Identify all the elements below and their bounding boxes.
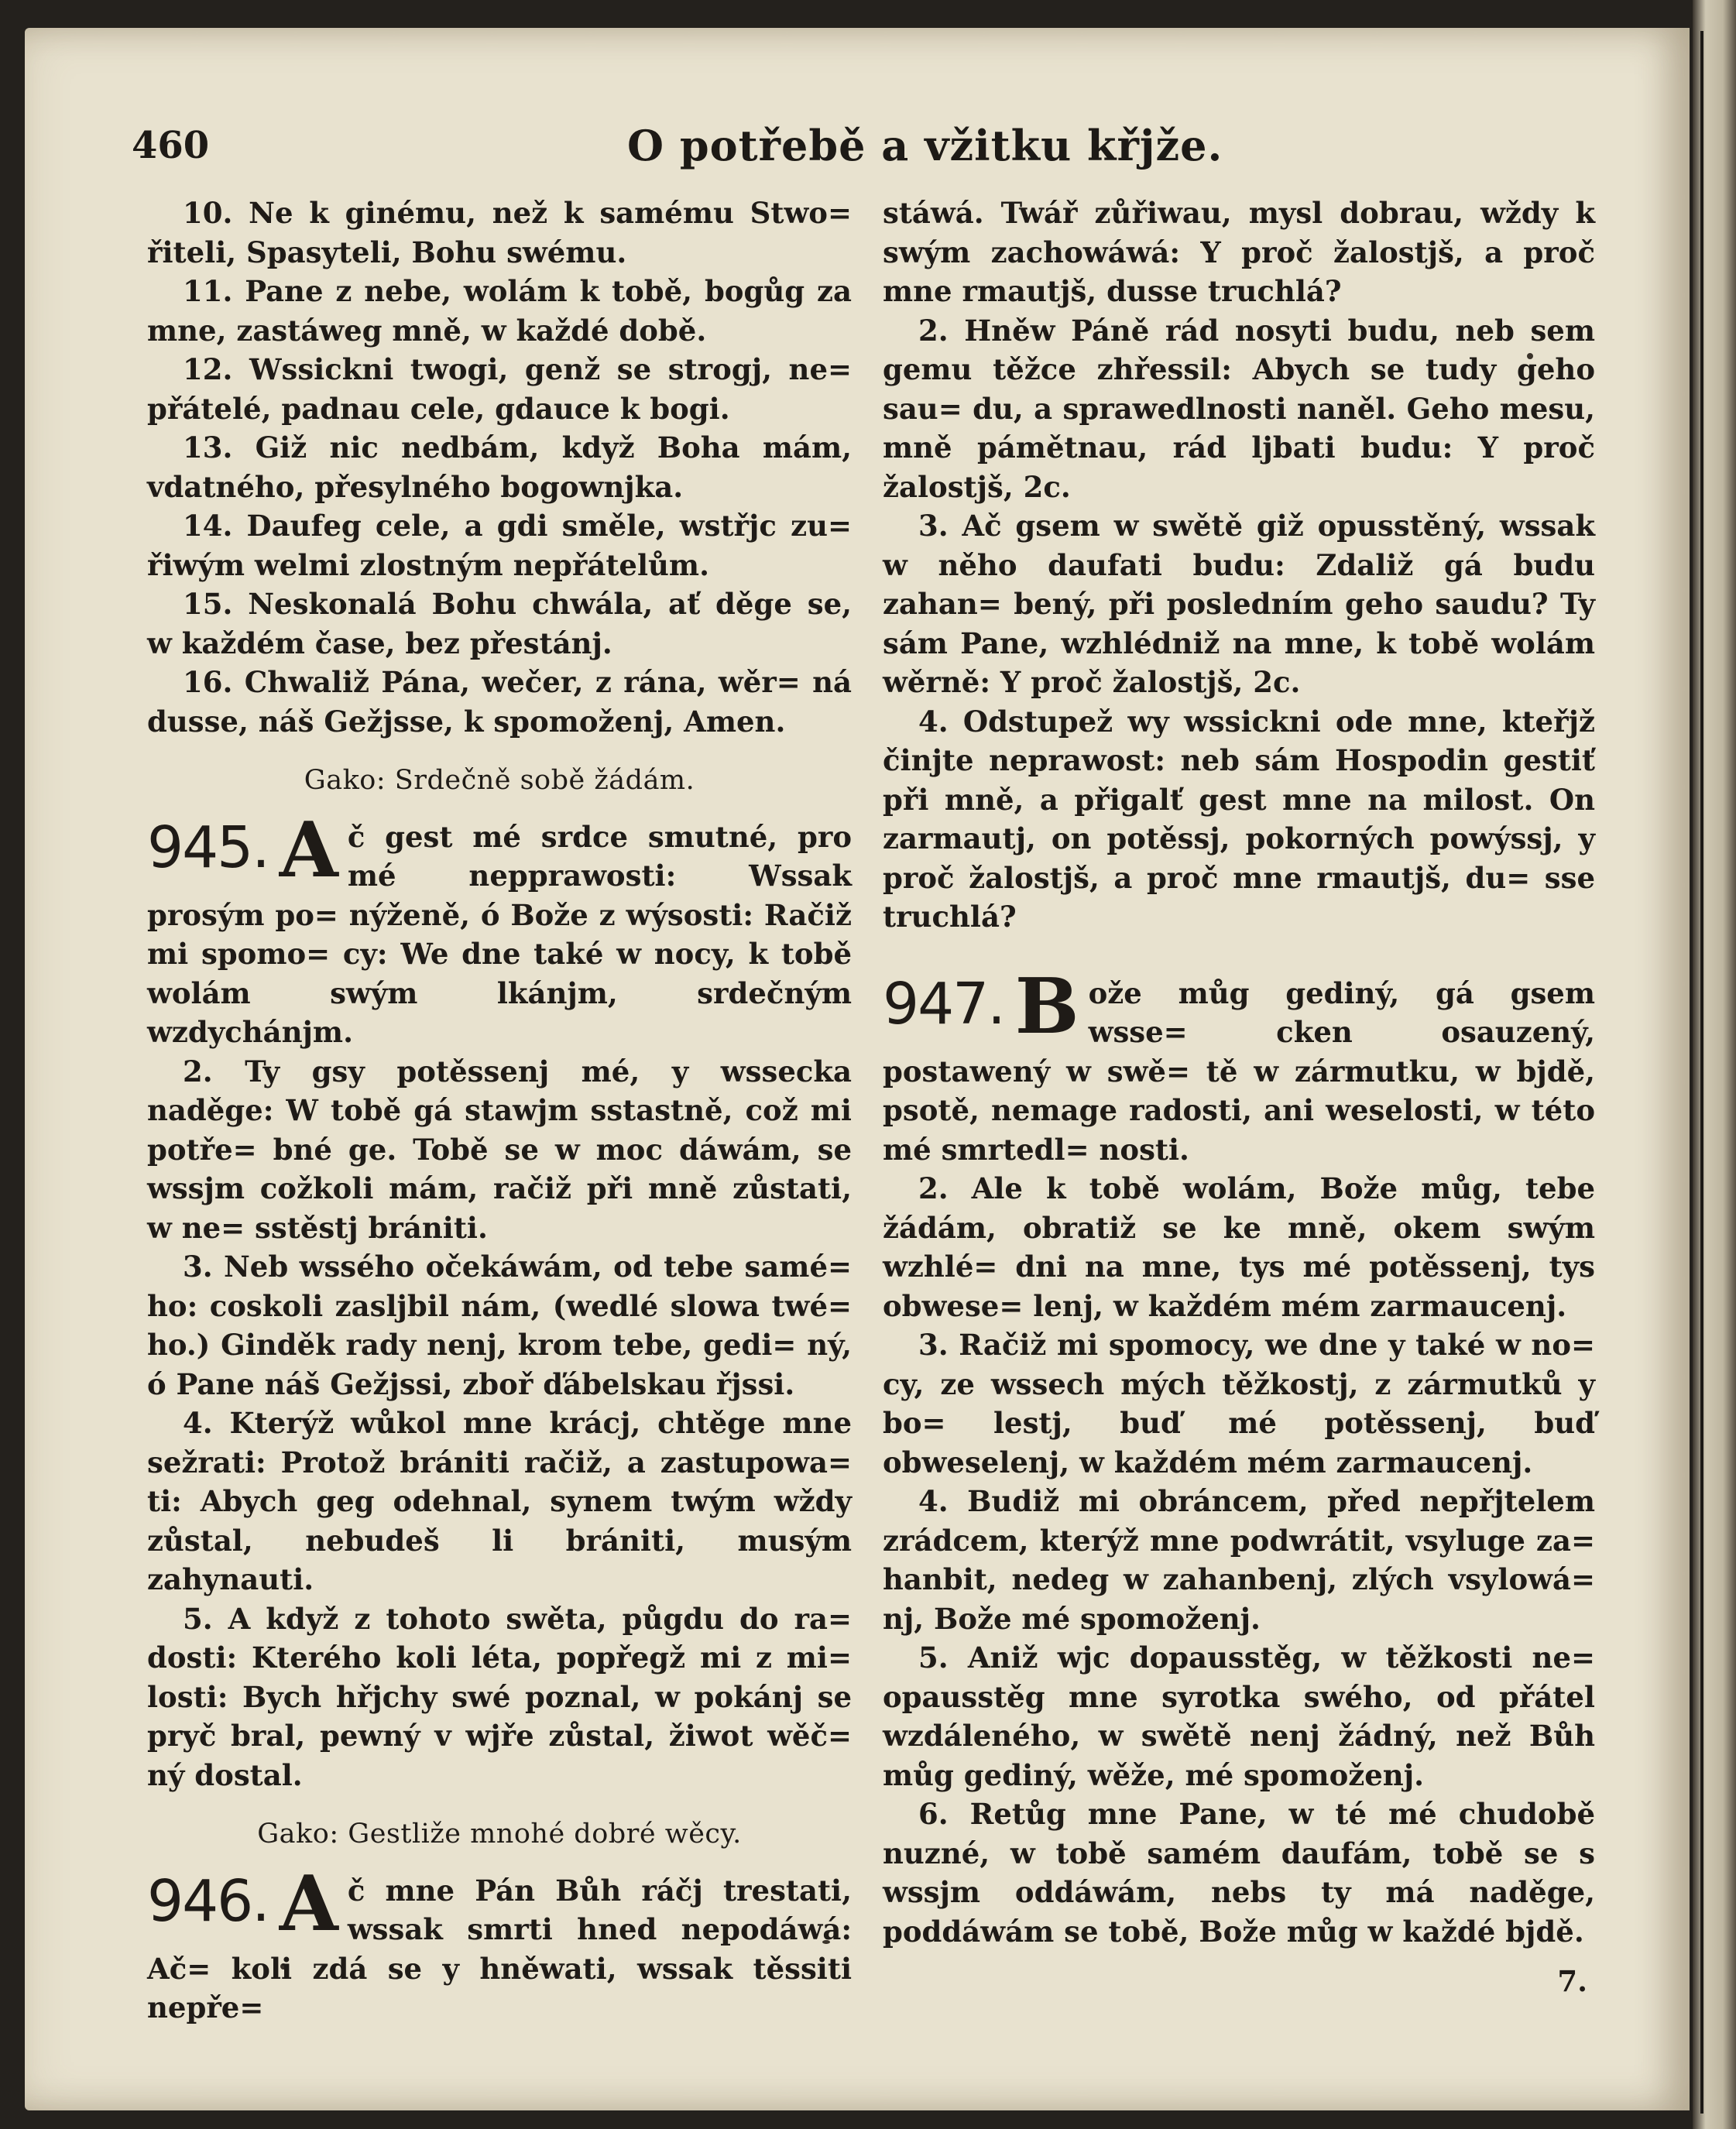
verse: 15. Neskonalá Bohu chwála, ať děge se, w každém čase, bez přestánj. bbox=[147, 587, 852, 660]
catchword: 7. bbox=[1557, 1964, 1587, 1998]
hymn-first-verse: ože můg gediný, gá gsem wsse= cken osauzený, postawený w swě= tě w zármutku, w bjdě, psotě, nemage radosti, ani weselosti, w této mé smrtedl= nosti. bbox=[883, 975, 1595, 1167]
verse: 2. Ty gsy potěssenj mé, y wssecka naděge: W tobě gá stawjm sstastně, což mi potře= bné ge. Tobě se w moc dáwám, se wssjm cožkoli mám, račiž při mně zůstati, w ne= sstěstj brániti. bbox=[147, 1054, 852, 1245]
verse: 11. Pane z nebe, wolám k tobě, bogůg za mne, zastáweg mně, w každé době. bbox=[147, 274, 852, 348]
verse: 16. Chwaliž Pána, wečer, z rána, wěr= ná dusse, náš Gežjsse, k spomoženj, Amen. bbox=[147, 665, 852, 739]
verse: 4. Budiž mi obráncem, před nepřjtelem zrádcem, kterýž mne podwrátit, vsyluge za= hanbit, nedeg w zahanbenj, zlých vsylowá= nj, Bože mé spomoženj. bbox=[883, 1484, 1595, 1636]
verse: 6. Retůg mne Pane, w té mé chudobě nuzné, w tobě samém daufám, tobě se s wssjm oddáwám, nebs ty má naděge, poddáwám se tobě, Bože můg w každé bjdě. bbox=[883, 1797, 1595, 1949]
verse-continuation: stáwá. Twář zůřiwau, mysl dobrau, wždy k swým zachowáwá: Y proč žalostjš, a proč mne rmautjš, dusse truchlá? bbox=[883, 196, 1595, 308]
verse: 5. A když z tohoto swěta, půgdu do ra= dosti: Kterého koli léta, popřegž mi z mi= losti: Bych hřjchy swé poznal, w pokánj se pryč bral, pewný v wjře zůstal, žiwot wěč= ný dostal. bbox=[147, 1601, 852, 1792]
hymn-number: 946. bbox=[147, 1867, 269, 1935]
verse: 2. Ale k tobě wolám, Bože můg, tebe žádám, obratiž se ke mně, okem swým wzhlé= dni na mne, tys mé potěssenj, tys obwese= lenj, w každém mém zarmaucenj. bbox=[883, 1171, 1595, 1323]
initial-letter: A bbox=[279, 805, 338, 895]
section-gap bbox=[883, 937, 1595, 971]
right-column bbox=[883, 194, 1595, 2001]
verse: 10. Ne k ginému, než k samému Stwo= řiteli, Spasyteli, Bohu swému. bbox=[147, 196, 852, 269]
left-column bbox=[147, 194, 852, 2028]
verse: 4. Kterýž wůkol mne krácj, chtěge mne sežrati: Protož brániti račiž, a zastupowa= ti: Abych geg odehnal, synem twým wždy zůstal, nebudeš li brániti, musým zahynauti. bbox=[147, 1406, 852, 1596]
hymn-first-verse: č mne Pán Bůh ráčj trestati, wssak smrti hned nepodáwá: Ač= koli zdá se y hněwati, wssak těssiti nepře= bbox=[147, 1873, 852, 2024]
hymn-number: 945. bbox=[147, 814, 269, 881]
initial-letter: B bbox=[1014, 962, 1079, 1051]
verse: 13. Giž nic nedbám, když Boha mám, vdatného, přesylného bogownjka. bbox=[147, 430, 852, 504]
melody-heading: Gako: Srdečně sobě žádám. bbox=[304, 765, 695, 796]
next-page-edge bbox=[1693, 0, 1736, 2129]
hymn-first-verse: č gest mé srdce smutné, pro mé nepprawosti: Wssak prosým po= nýženě, ó Bože z wýsosti: Račiž mi spomo= cy: We dne také w nocy, k tobě wolám swým lkánjm, srdečným wzdychánjm. bbox=[147, 819, 852, 1049]
verse: 5. Aniž wjc dopausstěg, w těžkosti ne= opausstěg mne syrotka swého, od přátel wzdáleného, w swětě nenj žádný, než Bůh můg gediný, wěže, mé spomoženj. bbox=[883, 1640, 1595, 1792]
verse: 4. Odstupež wy wssickni ode mne, kteřjž činjte neprawost: neb sám Hospodin gestiť při mně, a přigalť gest mne na milost. On zarmautj, on potěssj, pokorných powýssj, y proč žalostjš, a proč mne rmautjš, du= sse truchlá? bbox=[883, 704, 1595, 934]
page-header bbox=[132, 121, 1603, 178]
hymn-946 bbox=[147, 1859, 852, 2028]
verse: 3. Ač gsem w swětě giž opusstěný, wssak w něho daufati budu: Zdaliž gá budu zahan= bený, při posledním geho saudu? Ty sám Pane, wzhlédniž na mne, k tobě wolám wěrně: Y proč žalostjš, 2c. bbox=[883, 509, 1595, 699]
melody-heading: Gako: Gestliže mnohé dobré wěcy. bbox=[257, 1819, 742, 1850]
verse: 2. Hněw Páně rád nosyti budu, neb sem gemu těžce zhřessil: Abych se tudy geho sau= du, a sprawedlnosti naněl. Geho mesu, mně pámětnau, rád ljbati budu: Y proč žalostjš, 2c. bbox=[883, 313, 1595, 504]
hymn-945 bbox=[147, 805, 852, 1052]
verse: 14. Daufeg cele, a gdi směle, wstřjc zu= řiwým welmi zlostným nepřátelům. bbox=[147, 509, 852, 582]
initial-letter: A bbox=[279, 1859, 338, 1949]
hymn-number: 947. bbox=[883, 970, 1004, 1037]
hymn-947 bbox=[883, 962, 1595, 1170]
running-title: O potřebě a vžitku křjže. bbox=[627, 121, 1223, 170]
gutter-shadow bbox=[1700, 31, 1703, 2114]
page-number: 460 bbox=[132, 124, 210, 167]
verse: 3. Račiž mi spomocy, we dne y také w no= cy, ze wssech mých těžkostj, z zármutků y bo= lestj, buď mé potěssenj, buď obweselenj, w každém mém zarmaucenj. bbox=[883, 1328, 1595, 1479]
verse: 3. Neb wssého očekáwám, od tebe samé= ho: coskoli zasljbil nám, (wedlé slowa twé= ho.) Ginděk rady nenj, krom tebe, gedi= ný, ó Pane náš Gežjssi, zboř ďábelskau řjssi. bbox=[147, 1250, 852, 1401]
verse: 12. Wssickni twogi, genž se strogj, ne= přátelé, padnau cele, gdauce k bogi. bbox=[147, 352, 852, 426]
